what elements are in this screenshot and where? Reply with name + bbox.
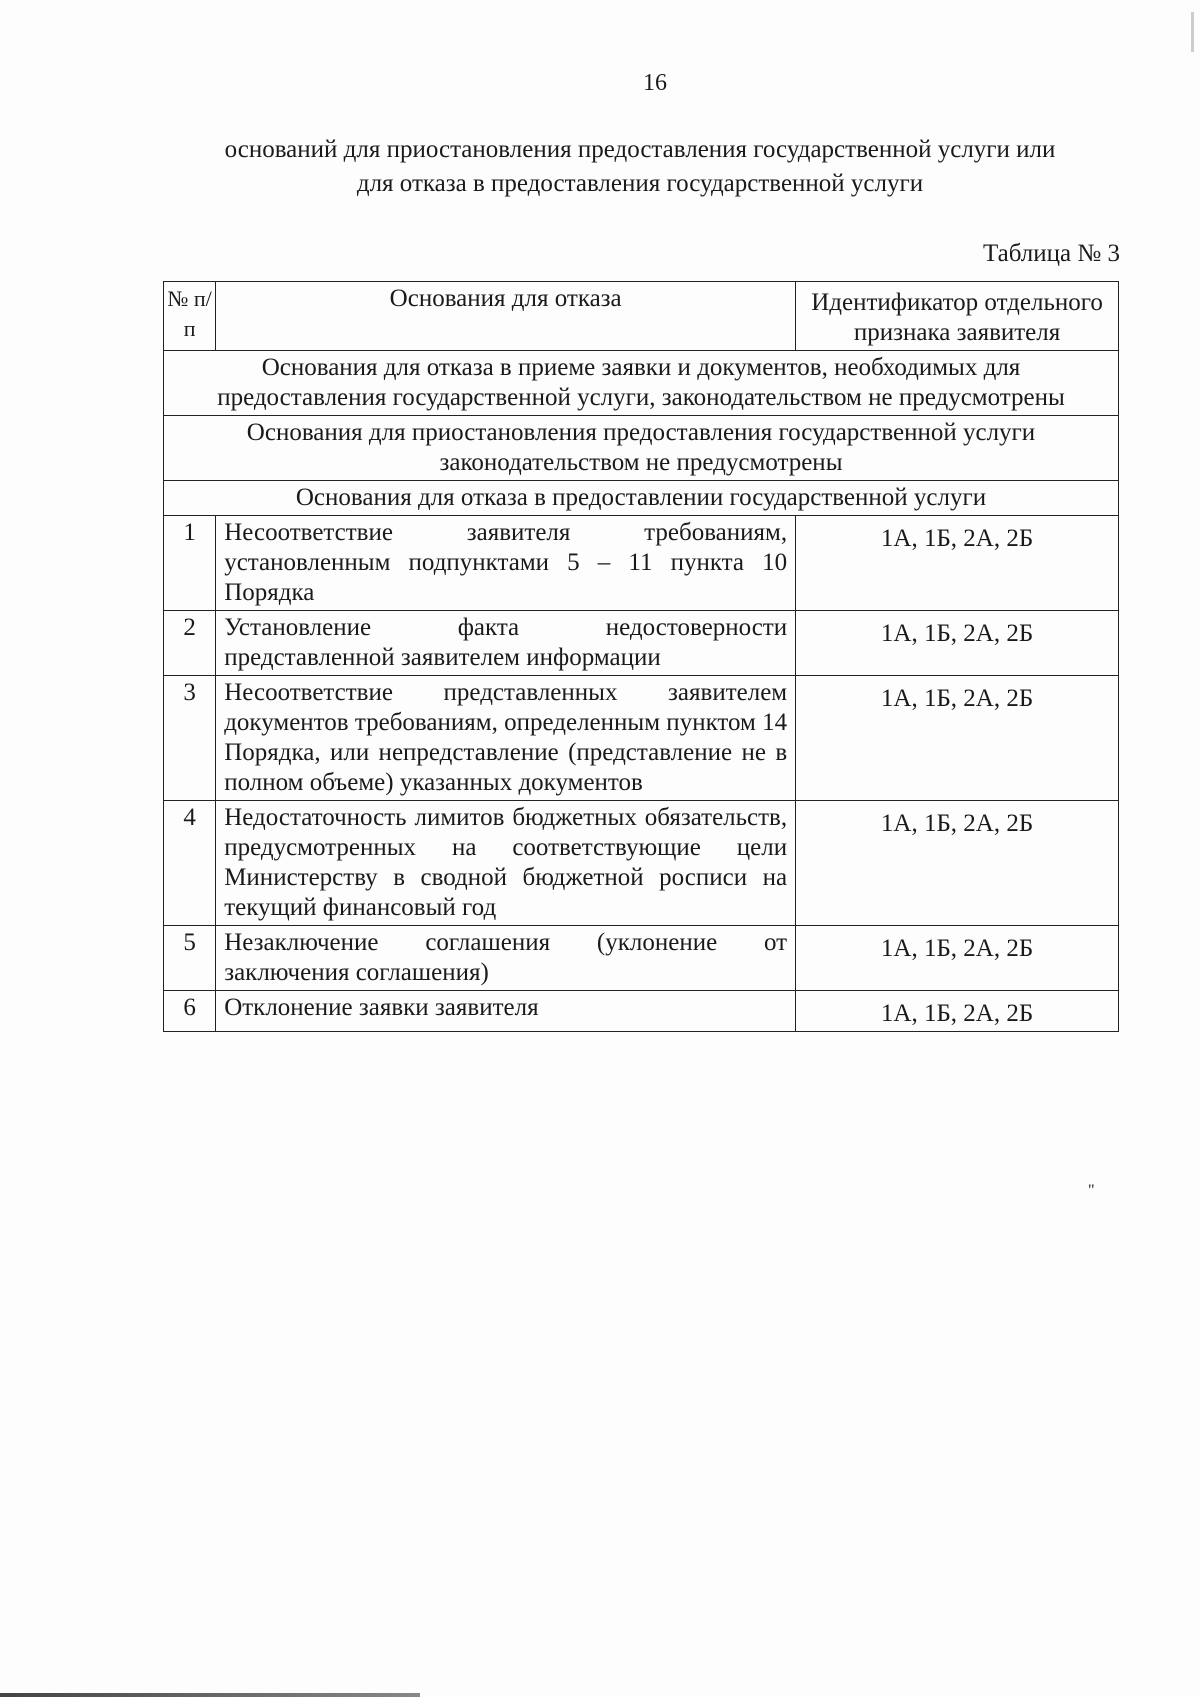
row-identifier: 1А, 1Б, 2А, 2Б [796, 801, 1119, 926]
table-row [164, 926, 1119, 991]
section-row-acceptance [164, 351, 1119, 416]
table-header-row [164, 282, 1119, 351]
row-reason: Незаключение соглашения (уклонение от заключения соглашения) [216, 926, 796, 991]
closing-quote-mark: " [1088, 1182, 1095, 1199]
row-number: 4 [164, 801, 216, 926]
row-reason: Несоответствие представленных заявителем документов требованиям, определенным пунктом 14 Порядка, или непредставление (представление не в полном объеме) указанных документов [216, 676, 796, 801]
table-row [164, 991, 1119, 1032]
row-reason: Установление факта недостоверности представленной заявителем информации [216, 611, 796, 676]
table-row [164, 801, 1119, 926]
section-row-refusal [164, 481, 1119, 516]
row-identifier: 1А, 1Б, 2А, 2Б [796, 611, 1119, 676]
scan-edge-artifact [0, 1693, 420, 1697]
row-identifier: 1А, 1Б, 2А, 2Б [796, 926, 1119, 991]
header-number: № п/п [164, 282, 216, 351]
header-reason: Основания для отказа [216, 282, 796, 351]
table-caption: Таблица № 3 [982, 240, 1120, 267]
row-identifier: 1А, 1Б, 2А, 2Б [796, 676, 1119, 801]
row-reason: Несоответствие заявителя требованиям, установленным подпунктами 5 – 11 пункта 10 Порядка [216, 516, 796, 611]
section-suspension: Основания для приостановления предоставления государственной услуги законодательством не предусмотрены [164, 416, 1119, 481]
section-heading [150, 133, 1130, 201]
row-number: 2 [164, 611, 216, 676]
table-row [164, 611, 1119, 676]
row-reason: Отклонение заявки заявителя [216, 991, 796, 1032]
scan-artifact [1191, 12, 1194, 52]
table-row [164, 676, 1119, 801]
row-reason: Недостаточность лимитов бюджетных обязательств, предусмотренных на соответствующие цели Министерству в сводной бюджетной росписи на текущий финансовый год [216, 801, 796, 926]
row-number: 1 [164, 516, 216, 611]
section-acceptance: Основания для отказа в приеме заявки и документов, необходимых для предоставления государственной услуги, законодательством не предусмотрены [164, 351, 1119, 416]
row-identifier: 1А, 1Б, 2А, 2Б [796, 991, 1119, 1032]
row-number: 3 [164, 676, 216, 801]
row-number: 6 [164, 991, 216, 1032]
page-number: 16 [643, 70, 667, 96]
row-number: 5 [164, 926, 216, 991]
heading-line-1: оснований для приостановления предоставления государственной услуги или [224, 136, 1056, 163]
heading-line-2: для отказа в предоставления государственной услуги [356, 170, 924, 197]
section-row-suspension [164, 416, 1119, 481]
row-identifier: 1А, 1Б, 2А, 2Б [796, 516, 1119, 611]
refusal-grounds-table [163, 281, 1119, 1032]
section-refusal: Основания для отказа в предоставлении государственной услуги [164, 481, 1119, 516]
table-row [164, 516, 1119, 611]
header-identifier: Идентификатор отдельного признака заявителя [796, 282, 1119, 351]
